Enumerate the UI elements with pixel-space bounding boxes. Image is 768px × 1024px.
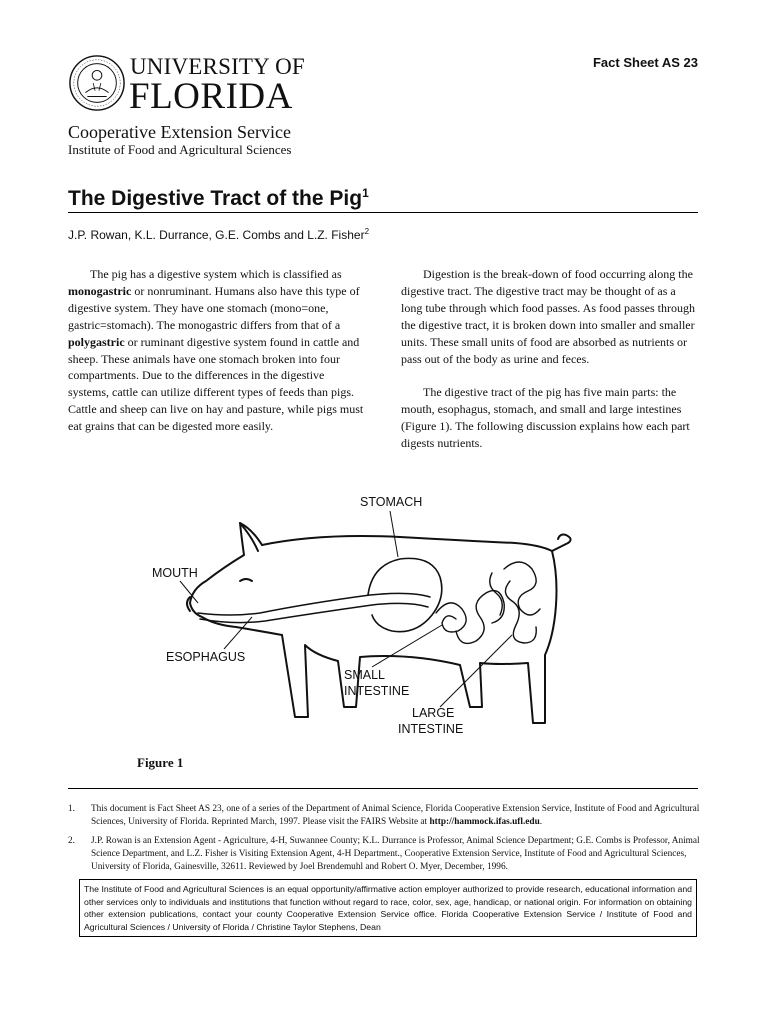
leader-stomach (390, 511, 398, 557)
institute-name: Institute of Food and Agricultural Sciences (68, 142, 292, 157)
leader-large (440, 635, 512, 707)
large-intestine-coils (490, 562, 540, 643)
footnote-number: 1. (68, 804, 75, 814)
pig-back-to-rump (282, 551, 557, 723)
text-run: The pig has a digestive system which is classified as (90, 267, 342, 281)
label-small-2: INTESTINE (344, 684, 410, 698)
label-mouth: MOUTH (152, 566, 198, 580)
footnote-2 (68, 835, 708, 875)
pig-eye (240, 579, 252, 581)
authors-footnote-marker: 2 (364, 227, 370, 236)
esophagus-path (198, 593, 430, 615)
page-title (68, 186, 369, 211)
paragraph-monogastric (68, 266, 364, 435)
term-monogastric: monogastric (68, 283, 132, 298)
title-text: The Digestive Tract of the Pig (68, 187, 363, 210)
university-name-line2: FLORIDA (129, 76, 293, 117)
title-footnote-marker: 1 (362, 186, 369, 200)
authors-text: J.P. Rowan, K.L. Durrance, G.E. Combs and L.Z. Fisher (68, 228, 365, 242)
footnote-1 (68, 803, 708, 829)
fairs-website-link[interactable]: http://hammock.ifas.ufl.edu (429, 817, 540, 828)
right-column (401, 266, 697, 469)
pig-head-outline (190, 523, 282, 635)
footnote-text-end: . (539, 817, 543, 828)
label-esophagus: ESOPHAGUS (166, 650, 246, 664)
equal-opportunity-notice: The Institute of Food and Agricultural Sciences is an equal opportunity/affirmative action employer authorized to provide research, educational information and other services only to individuals and institutions that function without regard to race, color, sex, age, handicap, or national origin. For information on obtaining other extension publications, contact your county Cooperative Extension Service office. Florida Cooperative Extension Service / Institute of Food and Agricultural Sciences / University of Florida / Christine Taylor Stephens, Dean (79, 879, 697, 937)
paragraph-main-parts: The digestive tract of the pig has five main parts: the mouth, esophagus, stomach, and small and large intestines (Figure 1). The following discussion explains how each part digests nutrients. (401, 385, 690, 451)
footnote-divider (68, 788, 698, 789)
university-name-line1: UNIVERSITY OF (130, 54, 305, 79)
authors-line (68, 227, 369, 242)
left-column (68, 266, 364, 452)
stomach-outline (368, 558, 442, 631)
label-stomach: STOMACH (360, 495, 423, 509)
text-run: or ruminant digestive system found in cattle and sheep. These animals have one stomach broken into four compartments. Due to the differences in the digestive systems, cattle can utilize different types of feeds than pigs. Cattle and sheep can live on hay and pasture, while pigs must eat grains that can be digested more easily. (68, 334, 364, 434)
text-run: or nonruminant. Humans also have this type of digestive system. They have one stomach (mono=one, gastric=stomach). The monogastric differs from that of a (68, 283, 360, 332)
footnote-text: This document is Fact Sheet AS 23, one of a series of the Department of Animal Science, Florida Cooperative Extension Service, Institute of Food and Agricultural Sciences, University of Florida. Reprinted March, 1997. Please visit the FAIRS Website at (91, 804, 700, 828)
fact-sheet-number: Fact Sheet AS 23 (592, 55, 698, 70)
extension-service-name: Cooperative Extension Service (68, 122, 291, 142)
pig-digestive-tract-figure (140, 485, 600, 740)
paragraph-digestion: Digestion is the break-down of food occurring along the digestive tract. The digestive tract may be thought of as a long tube through which food passes. As food passes through the digestive tract, it is broken down into smaller and smaller units. These small units of food are absorbed as nutrients or pass out of the body as urine and feces. (401, 267, 695, 366)
footnote-number: 2. (68, 836, 75, 846)
title-divider (68, 212, 698, 213)
label-large-2: INTESTINE (398, 722, 464, 736)
label-large-1: LARGE (412, 706, 455, 720)
term-polygastric: polygastric (68, 334, 125, 349)
footnote-text: J.P. Rowan is an Extension Agent - Agriculture, 4-H, Suwannee County; K.L. Durrance is Professor, Animal Science Department; G.E. Combs is Professor, Animal Science Department, and L.Z. Fisher is Visiting Extension Agent, 4-H Department., Cooperative Extension Service, Institute of Food and Agricultural Sciences, University of Florida, Gainesville, 32611. Reviewed by Joel Brendemuhl and Robert O. Myer, December, 1996. (91, 836, 700, 873)
pig-body-outline (262, 535, 571, 552)
small-intestine-coils (436, 591, 504, 644)
label-small-1: SMALL (344, 668, 385, 682)
figure-caption: Figure 1 (137, 755, 184, 770)
university-seal-logo (68, 54, 126, 112)
